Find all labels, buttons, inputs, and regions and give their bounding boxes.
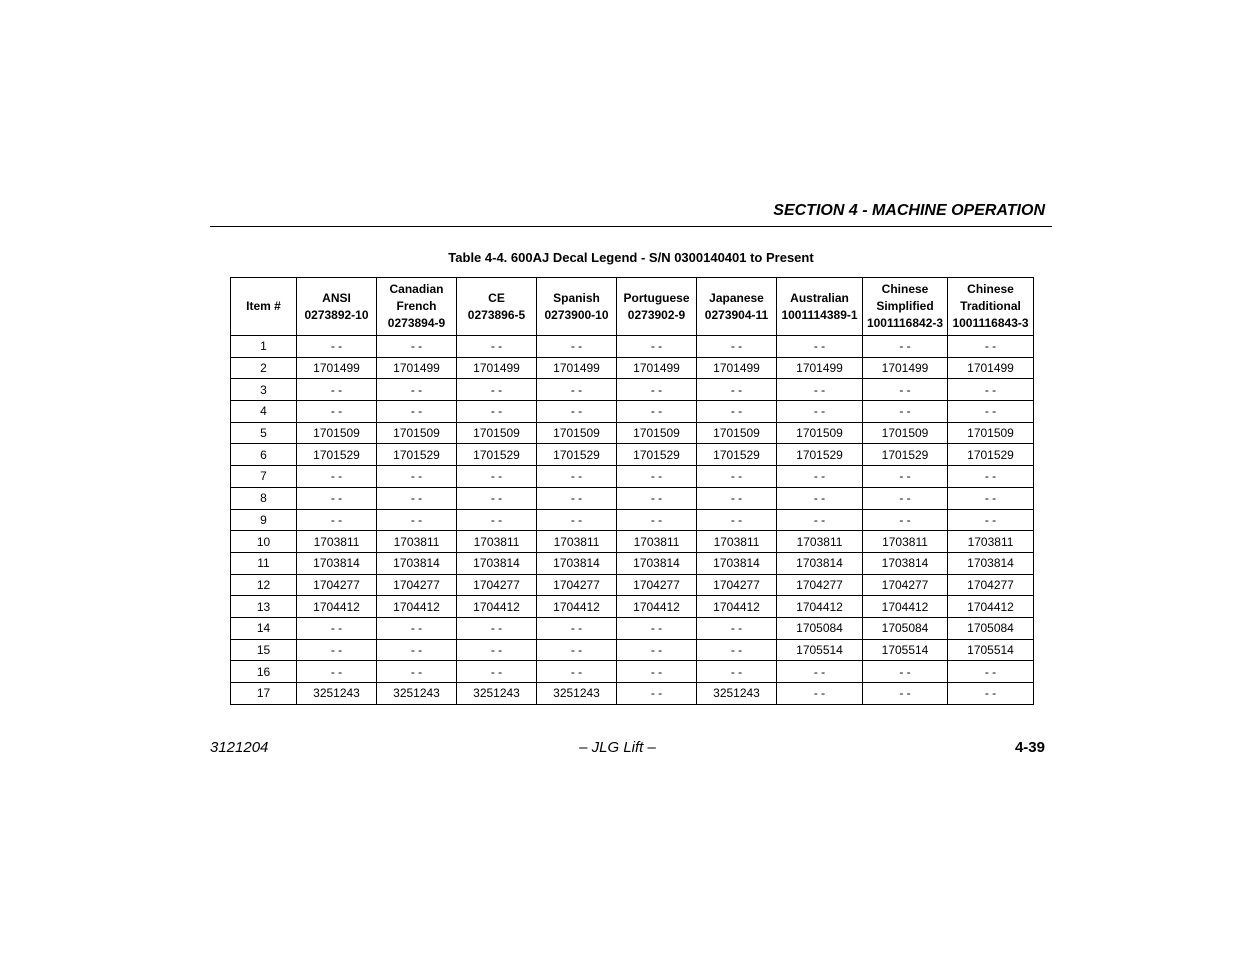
part-number-cell: - -	[457, 487, 537, 509]
part-number-cell: - -	[863, 336, 948, 358]
column-header-line: CE	[488, 290, 505, 305]
part-number-cell: - -	[697, 379, 777, 401]
part-number-cell: - -	[948, 487, 1034, 509]
column-header	[777, 278, 863, 336]
table-row	[231, 531, 1034, 553]
part-number-cell: - -	[457, 661, 537, 683]
column-header	[231, 278, 297, 336]
part-number-cell: - -	[948, 661, 1034, 683]
column-header-line: 0273896-5	[467, 307, 526, 322]
part-number-cell: - -	[617, 466, 697, 488]
part-number-cell: - -	[777, 466, 863, 488]
part-number-cell: - -	[863, 466, 948, 488]
part-number-cell: 1705514	[777, 639, 863, 661]
column-header	[377, 278, 457, 336]
part-number-cell: - -	[297, 336, 377, 358]
document-number: 3121204	[210, 739, 269, 756]
part-number-cell: - -	[457, 466, 537, 488]
part-number-cell: - -	[297, 639, 377, 661]
table-row	[231, 552, 1034, 574]
item-number-cell: 17	[231, 683, 297, 705]
column-header-line: 0273900-10	[544, 307, 609, 322]
item-number-cell: 6	[231, 444, 297, 466]
part-number-cell: - -	[537, 617, 617, 639]
item-number-cell: 16	[231, 661, 297, 683]
part-number-cell: 1701499	[377, 357, 457, 379]
part-number-cell: 1701529	[863, 444, 948, 466]
table-body	[231, 336, 1034, 705]
part-number-cell: - -	[377, 661, 457, 683]
item-number-cell: 4	[231, 401, 297, 423]
part-number-cell: 1701499	[777, 357, 863, 379]
part-number-cell: - -	[297, 617, 377, 639]
part-number-cell: 1703811	[617, 531, 697, 553]
table-row	[231, 422, 1034, 444]
part-number-cell: - -	[297, 401, 377, 423]
part-number-cell: - -	[863, 487, 948, 509]
column-header-line: Japanese	[709, 290, 764, 305]
part-number-cell: - -	[457, 509, 537, 531]
part-number-cell: 1704277	[777, 574, 863, 596]
part-number-cell: 1703814	[617, 552, 697, 574]
part-number-cell: 1701509	[617, 422, 697, 444]
part-number-cell: - -	[457, 401, 537, 423]
column-header-line: 1001116842-3	[866, 316, 944, 330]
part-number-cell: 1703811	[537, 531, 617, 553]
part-number-cell: - -	[377, 336, 457, 358]
column-header	[537, 278, 617, 336]
part-number-cell: - -	[948, 509, 1034, 531]
table-row	[231, 379, 1034, 401]
column-header-line: Portuguese	[623, 290, 690, 305]
part-number-cell: 1704412	[297, 596, 377, 618]
part-number-cell: 1703811	[297, 531, 377, 553]
column-header-line: 0273894-9	[387, 316, 446, 330]
part-number-cell: - -	[697, 639, 777, 661]
part-number-cell: 1701509	[777, 422, 863, 444]
part-number-cell: - -	[377, 639, 457, 661]
item-number-cell: 3	[231, 379, 297, 401]
part-number-cell: - -	[377, 617, 457, 639]
part-number-cell: 1703811	[697, 531, 777, 553]
part-number-cell: - -	[697, 401, 777, 423]
part-number-cell: 1703811	[777, 531, 863, 553]
part-number-cell: 1701529	[697, 444, 777, 466]
part-number-cell: - -	[863, 661, 948, 683]
part-number-cell: - -	[777, 401, 863, 423]
part-number-cell: 1701499	[697, 357, 777, 379]
part-number-cell: - -	[697, 509, 777, 531]
part-number-cell: - -	[617, 639, 697, 661]
part-number-cell: - -	[297, 379, 377, 401]
part-number-cell: - -	[863, 509, 948, 531]
part-number-cell: 1701509	[457, 422, 537, 444]
column-header	[863, 278, 948, 336]
part-number-cell: 1703814	[377, 552, 457, 574]
part-number-cell: 1703814	[297, 552, 377, 574]
column-header	[457, 278, 537, 336]
column-header-line: Chinese	[967, 282, 1014, 296]
part-number-cell: 1703814	[863, 552, 948, 574]
part-number-cell: 1705514	[863, 639, 948, 661]
part-number-cell: 1704277	[457, 574, 537, 596]
part-number-cell: - -	[377, 379, 457, 401]
part-number-cell: - -	[863, 683, 948, 705]
column-header-line: 0273902-9	[627, 307, 686, 322]
part-number-cell: 1705514	[948, 639, 1034, 661]
part-number-cell: 1705084	[777, 617, 863, 639]
column-header-line: Canadian	[389, 282, 444, 296]
part-number-cell: 1701509	[537, 422, 617, 444]
part-number-cell: 1704412	[617, 596, 697, 618]
column-header-line: ANSI	[322, 290, 351, 305]
part-number-cell: 1704412	[777, 596, 863, 618]
part-number-cell: 1701529	[948, 444, 1034, 466]
section-title: SECTION 4 - MACHINE OPERATION	[773, 202, 1045, 219]
column-header-line: French	[396, 299, 437, 313]
part-number-cell: 1701499	[948, 357, 1034, 379]
part-number-cell: - -	[537, 401, 617, 423]
part-number-cell: 1701529	[537, 444, 617, 466]
part-number-cell: 1704412	[457, 596, 537, 618]
part-number-cell: 1701499	[617, 357, 697, 379]
part-number-cell: - -	[617, 617, 697, 639]
part-number-cell: 1701509	[863, 422, 948, 444]
column-header-line: 0273892-10	[304, 307, 369, 322]
part-number-cell: - -	[297, 487, 377, 509]
column-header-line: 0273904-11	[704, 307, 769, 322]
part-number-cell: 1701499	[863, 357, 948, 379]
part-number-cell: - -	[617, 661, 697, 683]
part-number-cell: - -	[537, 509, 617, 531]
part-number-cell: - -	[777, 509, 863, 531]
part-number-cell: - -	[697, 661, 777, 683]
part-number-cell: - -	[863, 401, 948, 423]
part-number-cell: - -	[537, 336, 617, 358]
table-row	[231, 617, 1034, 639]
part-number-cell: - -	[777, 661, 863, 683]
part-number-cell: - -	[697, 617, 777, 639]
part-number-cell: 1701509	[948, 422, 1034, 444]
part-number-cell: - -	[537, 487, 617, 509]
part-number-cell: 1703814	[537, 552, 617, 574]
part-number-cell: 1701509	[297, 422, 377, 444]
part-number-cell: 1704277	[697, 574, 777, 596]
part-number-cell: - -	[777, 379, 863, 401]
column-header	[948, 278, 1034, 336]
part-number-cell: - -	[537, 661, 617, 683]
column-header	[697, 278, 777, 336]
part-number-cell: - -	[617, 509, 697, 531]
part-number-cell: - -	[377, 466, 457, 488]
part-number-cell: 1701529	[297, 444, 377, 466]
table-row	[231, 661, 1034, 683]
item-number-cell: 2	[231, 357, 297, 379]
part-number-cell: - -	[697, 336, 777, 358]
item-number-cell: 11	[231, 552, 297, 574]
part-number-cell: - -	[863, 379, 948, 401]
part-number-cell: 1703814	[697, 552, 777, 574]
part-number-cell: - -	[697, 487, 777, 509]
header-rule	[210, 226, 1052, 227]
table-row	[231, 466, 1034, 488]
column-header	[617, 278, 697, 336]
part-number-cell: 1703814	[777, 552, 863, 574]
part-number-cell: - -	[377, 487, 457, 509]
part-number-cell: - -	[777, 487, 863, 509]
column-header-line: Simplified	[876, 299, 934, 313]
table-row	[231, 487, 1034, 509]
part-number-cell: - -	[537, 466, 617, 488]
part-number-cell: 1701529	[617, 444, 697, 466]
part-number-cell: - -	[777, 683, 863, 705]
item-number-cell: 13	[231, 596, 297, 618]
part-number-cell: - -	[617, 379, 697, 401]
table-row	[231, 574, 1034, 596]
part-number-cell: 1704277	[377, 574, 457, 596]
table-header-row	[231, 278, 1034, 336]
table-row	[231, 683, 1034, 705]
part-number-cell: 1701499	[297, 357, 377, 379]
part-number-cell: 1704412	[377, 596, 457, 618]
part-number-cell: 1703811	[948, 531, 1034, 553]
part-number-cell: 1701509	[377, 422, 457, 444]
page-number: 4-39	[1014, 739, 1045, 756]
part-number-cell: 1704412	[863, 596, 948, 618]
part-number-cell: - -	[457, 617, 537, 639]
part-number-cell: 1704412	[948, 596, 1034, 618]
item-number-cell: 14	[231, 617, 297, 639]
item-number-cell: 7	[231, 466, 297, 488]
part-number-cell: 1704412	[537, 596, 617, 618]
part-number-cell: 1701499	[537, 357, 617, 379]
part-number-cell: 1704277	[948, 574, 1034, 596]
part-number-cell: - -	[377, 401, 457, 423]
item-number-cell: 1	[231, 336, 297, 358]
part-number-cell: 1705084	[948, 617, 1034, 639]
part-number-cell: - -	[457, 379, 537, 401]
part-number-cell: 3251243	[697, 683, 777, 705]
part-number-cell: 1704277	[537, 574, 617, 596]
column-header-line: Spanish	[553, 290, 600, 305]
part-number-cell: - -	[697, 466, 777, 488]
part-number-cell: 1701529	[777, 444, 863, 466]
column-header-line: Australian	[790, 290, 849, 305]
part-number-cell: - -	[948, 683, 1034, 705]
item-number-cell: 5	[231, 422, 297, 444]
column-header-line: 1001116843-3	[952, 316, 1029, 330]
table-row	[231, 357, 1034, 379]
table-row	[231, 444, 1034, 466]
item-number-cell: 9	[231, 509, 297, 531]
column-header-line: Item #	[246, 299, 281, 313]
item-number-cell: 12	[231, 574, 297, 596]
part-number-cell: 3251243	[457, 683, 537, 705]
part-number-cell: 1701499	[457, 357, 537, 379]
part-number-cell: - -	[537, 639, 617, 661]
part-number-cell: 1704277	[863, 574, 948, 596]
part-number-cell: - -	[297, 466, 377, 488]
part-number-cell: - -	[377, 509, 457, 531]
column-header-line: 1001114389-1	[781, 307, 858, 322]
column-header	[297, 278, 377, 336]
part-number-cell: 1703811	[863, 531, 948, 553]
column-header-line: Chinese	[881, 282, 929, 296]
item-number-cell: 10	[231, 531, 297, 553]
part-number-cell: - -	[948, 336, 1034, 358]
part-number-cell: - -	[617, 683, 697, 705]
part-number-cell: 3251243	[377, 683, 457, 705]
item-number-cell: 15	[231, 639, 297, 661]
part-number-cell: 1704277	[297, 574, 377, 596]
part-number-cell: - -	[777, 336, 863, 358]
item-number-cell: 8	[231, 487, 297, 509]
part-number-cell: 1701509	[697, 422, 777, 444]
part-number-cell: - -	[948, 379, 1034, 401]
part-number-cell: 1703811	[377, 531, 457, 553]
part-number-cell: 3251243	[537, 683, 617, 705]
table-caption: Table 4-4. 600AJ Decal Legend - S/N 0300140401 to Present	[448, 250, 814, 265]
column-header-line: Traditional	[960, 299, 1021, 313]
part-number-cell: 1701529	[377, 444, 457, 466]
part-number-cell: 1704277	[617, 574, 697, 596]
part-number-cell: 1701529	[457, 444, 537, 466]
part-number-cell: - -	[457, 639, 537, 661]
part-number-cell: 1703811	[457, 531, 537, 553]
part-number-cell: 1703814	[948, 552, 1034, 574]
table-row	[231, 596, 1034, 618]
part-number-cell: - -	[948, 401, 1034, 423]
part-number-cell: - -	[457, 336, 537, 358]
part-number-cell: - -	[297, 509, 377, 531]
decal-legend-table	[230, 277, 1034, 705]
footer-brand: – JLG Lift –	[579, 739, 656, 756]
part-number-cell: 1705084	[863, 617, 948, 639]
part-number-cell: 1703814	[457, 552, 537, 574]
table-row	[231, 336, 1034, 358]
part-number-cell: 3251243	[297, 683, 377, 705]
part-number-cell: - -	[617, 336, 697, 358]
table-row	[231, 509, 1034, 531]
table-row	[231, 401, 1034, 423]
part-number-cell: 1704412	[697, 596, 777, 618]
table-row	[231, 639, 1034, 661]
part-number-cell: - -	[297, 661, 377, 683]
part-number-cell: - -	[617, 487, 697, 509]
part-number-cell: - -	[948, 466, 1034, 488]
part-number-cell: - -	[537, 379, 617, 401]
part-number-cell: - -	[617, 401, 697, 423]
